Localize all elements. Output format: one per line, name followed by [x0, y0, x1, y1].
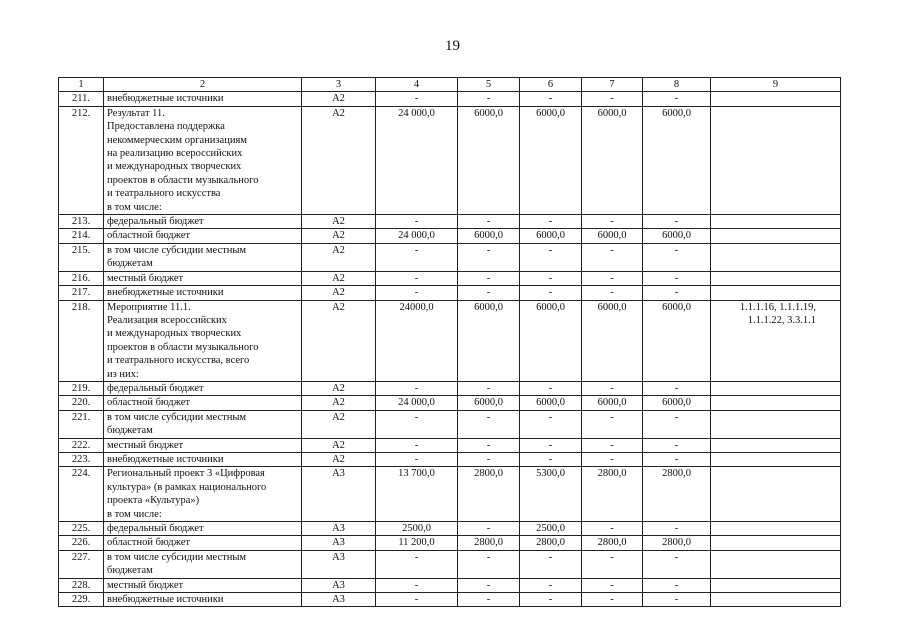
row-value-year-4: - [643, 410, 711, 438]
row-value-year-2: 5300,0 [520, 467, 582, 522]
row-value-year-2: 6000,0 [520, 396, 582, 410]
row-value-total: 24 000,0 [376, 106, 458, 214]
row-code: А3 [302, 522, 376, 536]
row-code: А3 [302, 467, 376, 522]
row-number: 216. [59, 271, 104, 285]
row-value-total: - [376, 215, 458, 229]
row-name: внебюджетные источники [104, 286, 302, 300]
row-value-year-4: 2800,0 [643, 467, 711, 522]
row-value-year-2: - [520, 550, 582, 578]
row-value-year-4: 6000,0 [643, 106, 711, 214]
row-value-year-1: 6000,0 [458, 300, 520, 381]
budget-table [58, 77, 841, 607]
row-number: 219. [59, 381, 104, 395]
row-value-year-3: - [582, 578, 643, 592]
row-value-year-2: 2500,0 [520, 522, 582, 536]
row-indicators [711, 467, 841, 522]
row-value-total: 2500,0 [376, 522, 458, 536]
row-indicators [711, 106, 841, 214]
row-code: А2 [302, 271, 376, 285]
row-number: 223. [59, 452, 104, 466]
row-value-year-3: 6000,0 [582, 396, 643, 410]
row-indicators: 1.1.1.16, 1.1.1.19, 1.1.1.22, 3.3.1.1 [711, 300, 841, 381]
row-indicators [711, 215, 841, 229]
row-value-year-4: 6000,0 [643, 229, 711, 243]
row-value-year-2: - [520, 243, 582, 271]
row-value-year-4: 2800,0 [643, 536, 711, 550]
row-code: А2 [302, 452, 376, 466]
row-number: 215. [59, 243, 104, 271]
row-value-total: 24000,0 [376, 300, 458, 381]
table-row [59, 286, 841, 300]
row-value-year-2: - [520, 215, 582, 229]
row-name: федеральный бюджет [104, 381, 302, 395]
row-name: внебюджетные источники [104, 452, 302, 466]
row-value-year-2: - [520, 410, 582, 438]
row-value-year-1: - [458, 381, 520, 395]
row-value-year-1: - [458, 215, 520, 229]
row-value-year-1: - [458, 92, 520, 106]
row-value-year-3: - [582, 438, 643, 452]
row-indicators [711, 243, 841, 271]
row-number: 229. [59, 593, 104, 607]
row-value-year-3: 6000,0 [582, 300, 643, 381]
row-value-year-1: - [458, 271, 520, 285]
row-value-total: - [376, 286, 458, 300]
row-number: 227. [59, 550, 104, 578]
row-value-year-1: 6000,0 [458, 229, 520, 243]
row-indicators [711, 578, 841, 592]
table-row [59, 438, 841, 452]
row-code: А2 [302, 300, 376, 381]
row-indicators [711, 396, 841, 410]
row-value-year-4: - [643, 452, 711, 466]
row-value-total: - [376, 271, 458, 285]
row-code: А3 [302, 578, 376, 592]
row-name: Мероприятие 11.1. Реализация всероссийских и международных творческих проектов в области музыкального и театрального искусства, всего из них: [104, 300, 302, 381]
row-indicators [711, 593, 841, 607]
row-value-year-2: - [520, 286, 582, 300]
table-row [59, 536, 841, 550]
row-value-total: - [376, 410, 458, 438]
row-name: местный бюджет [104, 271, 302, 285]
row-number: 224. [59, 467, 104, 522]
row-name: внебюджетные источники [104, 593, 302, 607]
table-row [59, 578, 841, 592]
row-code: А2 [302, 92, 376, 106]
row-code: А3 [302, 593, 376, 607]
row-value-year-2: - [520, 578, 582, 592]
row-value-year-4: - [643, 593, 711, 607]
row-value-year-4: - [643, 522, 711, 536]
row-number: 211. [59, 92, 104, 106]
row-value-year-4: - [643, 286, 711, 300]
row-number: 214. [59, 229, 104, 243]
table-row [59, 522, 841, 536]
row-value-year-3: - [582, 381, 643, 395]
row-value-year-3: - [582, 243, 643, 271]
row-value-total: 13 700,0 [376, 467, 458, 522]
table-row [59, 550, 841, 578]
row-value-year-1: - [458, 522, 520, 536]
row-code: А2 [302, 410, 376, 438]
column-header: 6 [520, 78, 582, 92]
row-value-total: - [376, 593, 458, 607]
row-number: 218. [59, 300, 104, 381]
column-header: 1 [59, 78, 104, 92]
row-value-year-2: - [520, 92, 582, 106]
row-value-year-2: 6000,0 [520, 300, 582, 381]
table-row [59, 92, 841, 106]
row-code: А2 [302, 243, 376, 271]
row-value-total: - [376, 452, 458, 466]
row-code: А2 [302, 286, 376, 300]
row-name: местный бюджет [104, 578, 302, 592]
row-name: в том числе субсидии местным бюджетам [104, 243, 302, 271]
column-header: 9 [711, 78, 841, 92]
row-number: 221. [59, 410, 104, 438]
row-code: А3 [302, 536, 376, 550]
row-indicators [711, 271, 841, 285]
row-name: федеральный бюджет [104, 215, 302, 229]
row-number: 222. [59, 438, 104, 452]
row-value-year-2: - [520, 438, 582, 452]
row-value-year-4: - [643, 271, 711, 285]
row-value-year-1: - [458, 286, 520, 300]
row-code: А2 [302, 106, 376, 214]
table-row [59, 381, 841, 395]
row-value-year-1: - [458, 243, 520, 271]
row-value-year-4: - [643, 215, 711, 229]
row-indicators [711, 286, 841, 300]
row-value-total: 11 200,0 [376, 536, 458, 550]
row-code: А3 [302, 550, 376, 578]
row-indicators [711, 536, 841, 550]
row-value-year-3: - [582, 286, 643, 300]
row-value-total: - [376, 550, 458, 578]
row-name: Результат 11. Предоставлена поддержка некоммерческим организациям на реализацию всероссийских и международных творческих проектов в области музыкального и театрального искусства в том числе: [104, 106, 302, 214]
row-value-year-1: 6000,0 [458, 396, 520, 410]
row-value-year-4: - [643, 578, 711, 592]
column-header-row [59, 78, 841, 92]
row-value-year-2: 6000,0 [520, 229, 582, 243]
row-value-year-4: - [643, 92, 711, 106]
row-value-year-1: - [458, 438, 520, 452]
table-row [59, 106, 841, 214]
page-number: 19 [445, 38, 460, 54]
row-value-year-2: 6000,0 [520, 106, 582, 214]
table-row [59, 467, 841, 522]
row-name: областной бюджет [104, 229, 302, 243]
row-value-year-4: - [643, 243, 711, 271]
row-value-year-4: 6000,0 [643, 396, 711, 410]
row-value-year-4: 6000,0 [643, 300, 711, 381]
row-value-year-3: 6000,0 [582, 229, 643, 243]
row-number: 226. [59, 536, 104, 550]
row-value-year-4: - [643, 550, 711, 578]
row-indicators [711, 438, 841, 452]
row-value-year-1: 6000,0 [458, 106, 520, 214]
table-row [59, 271, 841, 285]
column-header: 4 [376, 78, 458, 92]
row-name: в том числе субсидии местным бюджетам [104, 550, 302, 578]
row-number: 220. [59, 396, 104, 410]
row-value-year-1: - [458, 593, 520, 607]
row-value-year-3: - [582, 92, 643, 106]
row-value-total: 24 000,0 [376, 229, 458, 243]
table-row [59, 229, 841, 243]
row-value-year-1: - [458, 550, 520, 578]
row-code: А2 [302, 438, 376, 452]
row-code: А2 [302, 381, 376, 395]
row-number: 217. [59, 286, 104, 300]
row-indicators [711, 550, 841, 578]
table-row [59, 243, 841, 271]
row-value-year-1: 2800,0 [458, 536, 520, 550]
row-value-year-3: - [582, 550, 643, 578]
row-name: внебюджетные источники [104, 92, 302, 106]
row-name: Региональный проект 3 «Цифровая культура» (в рамках национального проекта «Культура») в том числе: [104, 467, 302, 522]
column-header: 7 [582, 78, 643, 92]
row-value-year-1: - [458, 578, 520, 592]
row-number: 213. [59, 215, 104, 229]
table-row [59, 452, 841, 466]
row-value-year-3: - [582, 452, 643, 466]
row-value-year-2: - [520, 593, 582, 607]
row-value-year-4: - [643, 381, 711, 395]
row-name: областной бюджет [104, 396, 302, 410]
row-value-year-3: 2800,0 [582, 467, 643, 522]
row-value-year-4: - [643, 438, 711, 452]
row-value-year-1: - [458, 410, 520, 438]
row-value-total: - [376, 578, 458, 592]
row-code: А2 [302, 215, 376, 229]
row-indicators [711, 229, 841, 243]
row-name: в том числе субсидии местным бюджетам [104, 410, 302, 438]
row-indicators [711, 381, 841, 395]
column-header: 8 [643, 78, 711, 92]
column-header: 2 [104, 78, 302, 92]
row-value-total: - [376, 92, 458, 106]
row-number: 225. [59, 522, 104, 536]
table-row [59, 396, 841, 410]
row-value-year-2: - [520, 381, 582, 395]
row-indicators [711, 92, 841, 106]
row-value-total: - [376, 381, 458, 395]
row-value-year-1: - [458, 452, 520, 466]
row-number: 212. [59, 106, 104, 214]
row-value-year-2: - [520, 452, 582, 466]
row-value-year-2: - [520, 271, 582, 285]
row-value-year-3: - [582, 271, 643, 285]
column-header: 5 [458, 78, 520, 92]
row-name: местный бюджет [104, 438, 302, 452]
row-indicators [711, 522, 841, 536]
row-value-year-3: - [582, 410, 643, 438]
row-value-year-3: - [582, 593, 643, 607]
row-value-total: - [376, 438, 458, 452]
row-value-year-3: - [582, 522, 643, 536]
table-row [59, 593, 841, 607]
row-indicators [711, 452, 841, 466]
row-name: федеральный бюджет [104, 522, 302, 536]
row-indicators [711, 410, 841, 438]
row-code: А2 [302, 396, 376, 410]
row-name: областной бюджет [104, 536, 302, 550]
table-row [59, 215, 841, 229]
row-value-year-2: 2800,0 [520, 536, 582, 550]
row-value-total: 24 000,0 [376, 396, 458, 410]
table-row [59, 300, 841, 381]
row-value-year-1: 2800,0 [458, 467, 520, 522]
row-value-year-3: 2800,0 [582, 536, 643, 550]
row-value-year-3: 6000,0 [582, 106, 643, 214]
row-number: 228. [59, 578, 104, 592]
row-value-year-3: - [582, 215, 643, 229]
row-value-total: - [376, 243, 458, 271]
row-code: А2 [302, 229, 376, 243]
column-header: 3 [302, 78, 376, 92]
table-row [59, 410, 841, 438]
